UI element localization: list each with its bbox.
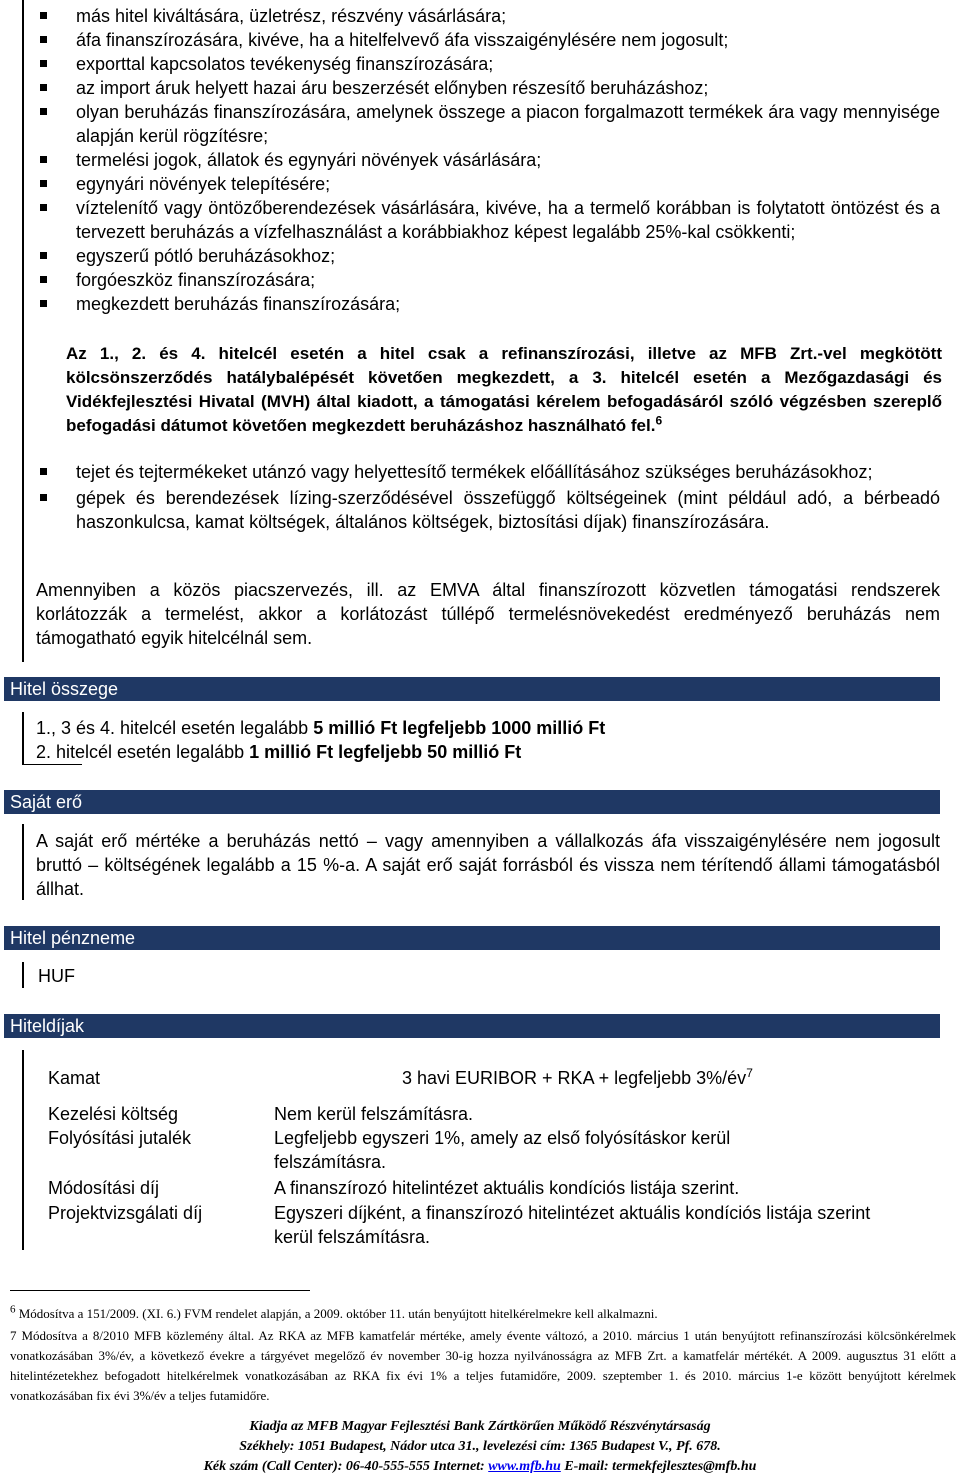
loan-amount-line-1 xyxy=(36,716,605,740)
loan-amount-line-1-text: 1., 3 és 4. hitelcél esetén legalább xyxy=(36,718,314,738)
list-item: megkezdett beruházás finanszírozására; xyxy=(40,292,940,316)
section-header-hitel-osszege: Hitel összege xyxy=(4,677,940,701)
fee-value: A finanszírozó hitelintézet aktuális kondíciós listája szerint. xyxy=(274,1178,740,1198)
fee-label: Kezelési költség xyxy=(48,1104,179,1124)
exclusion-list-2 xyxy=(40,460,940,534)
contact-prefix: Kék szám (Call Center): 06-40-555-555 Internet: xyxy=(203,1459,489,1474)
loan-amount-line-2 xyxy=(36,740,521,764)
fee-value xyxy=(402,1066,922,1090)
fee-label: Folyósítási jutalék xyxy=(48,1128,192,1148)
address-line: Székhely: 1051 Budapest, Nádor utca 31., levelezési cím: 1365 Budapest V., Pf. 678. xyxy=(239,1439,721,1454)
footnote-7: 7 Módosítva a 8/2010 MFB közlemény által. Az RKA az MFB kamatfelár mértéke, amely évente változó, a 2010. március 1 után benyújtott refinanszírozási kölcsönkérelmek vonatkozásában 3%/év, a következő évekre a tárgyévet megelőző év november 30-ig hozza nyilvánosságra az MFB Zrt. a kamatfelár mértékét. A 2009. augusztus 31 előtt a hitelintézetekhez befogadott hitelkérelmek vonatkozásában az RKA fix évi 1% a teljes futamidőre, 2009. szeptember 1. és 2010. március 1-e között benyújtott kérelmek vonatkozásában fix évi 3%/év a teljes futamidőre. xyxy=(10,1328,956,1403)
list-item: egynyári növények telepítésére; xyxy=(40,172,940,196)
currency-value: HUF xyxy=(38,966,75,986)
list-item: egyszerű pótló beruházásokhoz; xyxy=(40,244,940,268)
fee-label: Projektvizsgálati díj xyxy=(48,1203,203,1223)
loan-amount-line-1-range: 5 millió Ft legfeljebb 1000 millió Ft xyxy=(313,718,606,738)
section-header-hiteldijak: Hiteldíjak xyxy=(4,1014,940,1038)
contact-email: E-mail: termekfejlesztes@mfb.hu xyxy=(560,1459,757,1474)
list-item: olyan beruházás finanszírozására, amelynek összege a piacon forgalmazott termékek ára vagy mennyisége alapján kerül rögzítésre; xyxy=(40,100,940,148)
emva-paragraph: Amennyiben a közös piacszervezés, ill. az EMVA által finanszírozott közvetlen támogatási rendszerek korlátozzák a termelést, akkor a korlátozást túllépő termelésnövekedést eredményező beruházás nem támogatható egyik hitelcélnál sem. xyxy=(36,580,940,648)
list-item: tejet és tejtermékeket utánzó vagy helyettesítő termékek előállításához szükséges beruházásokhoz; xyxy=(40,460,940,484)
footnote-6 xyxy=(10,1304,956,1324)
footnote-text: Módosítva a 151/2009. (XI. 6.) FVM rendelet alapján, a 2009. október 11. után benyújtott hitelkérelmekre kell alkalmazni. xyxy=(18,1306,658,1321)
list-item: forgóeszköz finanszírozására; xyxy=(40,268,940,292)
section-divider xyxy=(22,764,82,765)
section-header-hitel-penzneme: Hitel pénzneme xyxy=(4,926,940,950)
left-border-2 xyxy=(22,712,24,764)
fee-label: Kamat xyxy=(48,1068,101,1088)
loan-amount-line-2-range: 1 millió Ft legfeljebb 50 millió Ft xyxy=(249,742,522,762)
bold-note-text: Az 1., 2. és 4. hitelcél esetén a hitel csak a refinanszírozási, illetve az MFB Zrt.-vel megkötött kölcsönszerződés hatálybalépését követően megkezdett, a 3. hitelcél esetén a Mezőgazdasági és Vidékfejlesztési Hivatal (MVH) által kiadott, a támogatási kérelem befogadásáról szóló végzésben szereplő befogadási dátumot követően megkezdett beruházáshoz használható fel. xyxy=(66,344,942,435)
list-item: termelési jogok, állatok és egynyári növények vásárlására; xyxy=(40,148,940,172)
loan-amount-line-2-text: 2. hitelcél esetén legalább xyxy=(36,742,250,762)
list-item: áfa finanszírozására, kivéve, ha a hitelfelvevő áfa visszaigénylésére nem jogosult; xyxy=(40,28,940,52)
list-item: víztelenítő vagy öntözőberendezések vásárlására, kivéve, ha a termelő korábban is folytatott öntözést és a tervezett beruházás a vízfelhasználást a korábbiakhoz képest legalább 25%-kal csökkenti; xyxy=(40,196,940,244)
footnote-separator xyxy=(10,1290,310,1291)
list-item: exporttal kapcsolatos tevékenység finanszírozására; xyxy=(40,52,940,76)
bold-note xyxy=(66,342,942,438)
section-header-sajat-ero: Saját erő xyxy=(4,790,940,814)
list-item: gépek és berendezések lízing-szerződésével összefüggő költségeinek (mint például adó, a bérbeadó haszonkulcsa, kamat költségek, általános költségek, biztosítási díjak) finanszírozására. xyxy=(40,486,940,534)
footnote-ref-7: 7 xyxy=(746,1066,753,1080)
website-link[interactable]: www.mfb.hu xyxy=(488,1459,561,1474)
left-border-1 xyxy=(22,0,24,662)
contact-line xyxy=(0,1458,960,1476)
interest-rate-text: 3 havi EURIBOR + RKA + legfeljebb 3%/év xyxy=(402,1068,747,1088)
publisher-line: Kiadja az MFB Magyar Fejlesztési Bank Zártkörűen Működő Részvénytársaság xyxy=(249,1419,711,1434)
footnote-ref-6: 6 xyxy=(655,413,663,428)
left-border-4 xyxy=(22,962,24,988)
fee-value: Legfeljebb egyszeri 1%, amely az első folyósításkor kerül felszámításra. xyxy=(274,1128,731,1172)
fee-value: Egyszeri díjként, a finanszírozó hitelintézet aktuális kondíciós listája szerint kerül felszámításra. xyxy=(274,1203,871,1247)
left-border-5 xyxy=(22,1050,24,1250)
footnote-number: 6 xyxy=(10,1303,16,1316)
fee-value: Nem kerül felszámításra. xyxy=(274,1104,474,1124)
own-funds-text: A saját erő mértéke a beruházás nettó – vagy amennyiben a vállalkozás áfa visszaigénylésére nem jogosult bruttó – költségének legalább a 15 %-a. A saját erő saját forrásból és vissza nem térítendő állami támogatásból állhat. xyxy=(36,831,940,899)
fee-label: Módosítási díj xyxy=(48,1178,160,1198)
left-border-3 xyxy=(22,824,24,900)
list-item: más hitel kiváltására, üzletrész, részvény vásárlására; xyxy=(40,4,940,28)
exclusion-list xyxy=(40,4,940,316)
list-item: az import áruk helyett hazai áru beszerzését előnyben részesítő beruházáshoz; xyxy=(40,76,940,100)
